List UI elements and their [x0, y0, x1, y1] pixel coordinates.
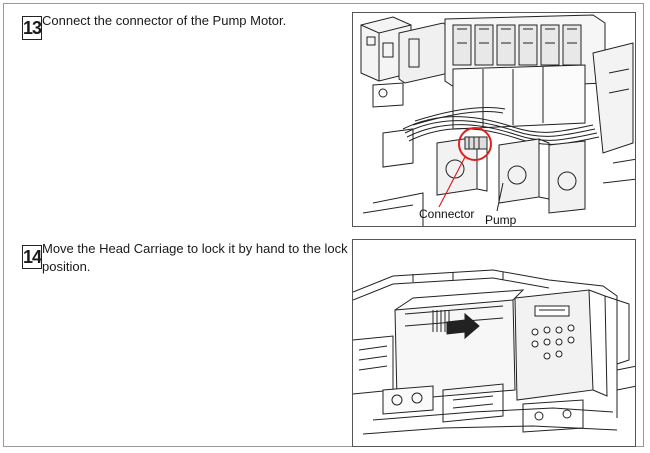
step-14-text: [42, 240, 348, 276]
step-14-text-line2: position.: [42, 259, 91, 274]
head-carriage-drawing: [353, 240, 636, 447]
head-carriage-illustration: [352, 239, 636, 447]
pump-connector-illustration: [352, 12, 636, 227]
step-14-number: 14: [23, 247, 42, 267]
pump-callout: Pump: [485, 213, 517, 227]
step-13-text: Connect the connector of the Pump Motor.: [42, 13, 287, 28]
connector-callout: Connector: [419, 207, 475, 221]
step-13-number: 13: [23, 18, 42, 38]
step-14-text-line1: Move the Head Carriage to lock it by hand to the lock: [42, 241, 348, 256]
pump-connector-drawing: [353, 13, 636, 227]
